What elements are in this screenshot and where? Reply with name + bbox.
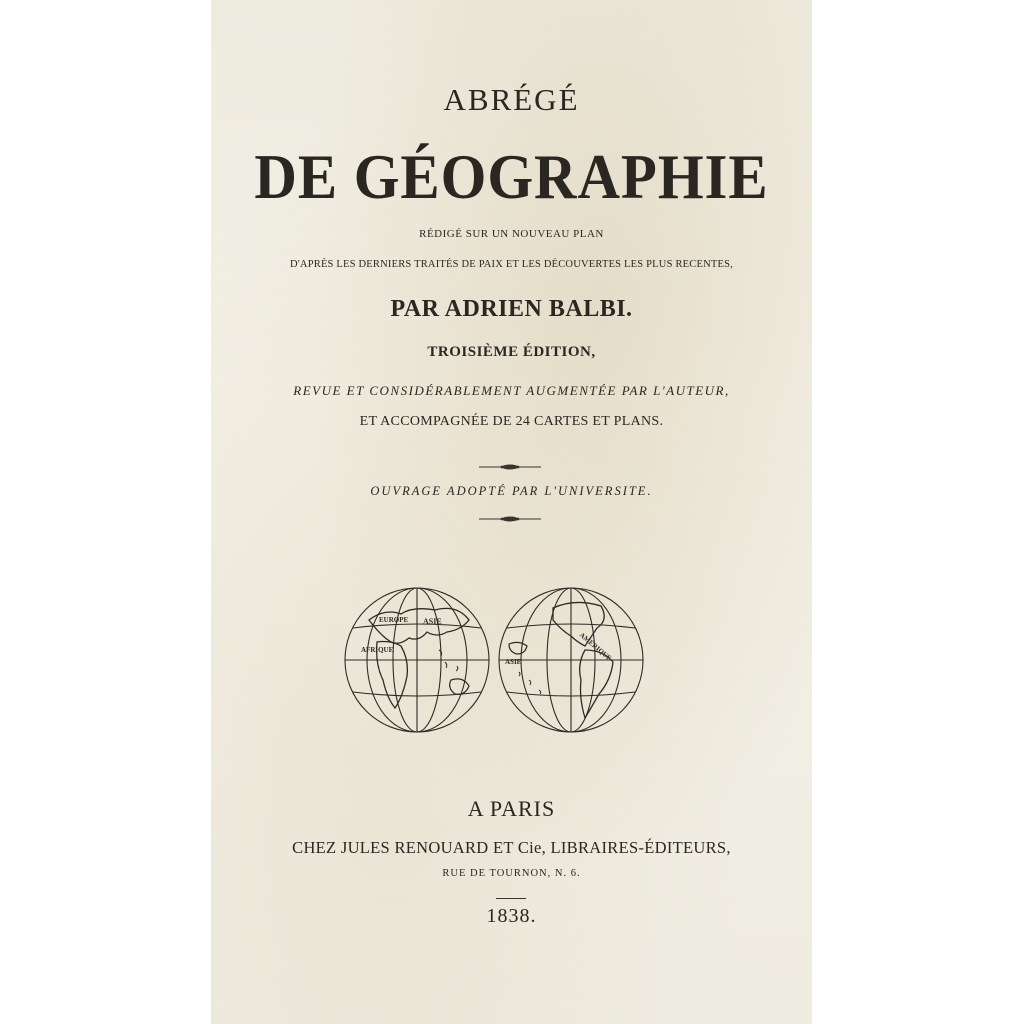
imprint-city: A PARIS bbox=[467, 796, 556, 821]
ornament-rule-top bbox=[479, 462, 541, 472]
label-asie-left: ASIE bbox=[423, 617, 442, 626]
imprint-year: 1838. bbox=[486, 905, 537, 927]
edition-line: TROISIÈME ÉDITION, bbox=[427, 344, 596, 360]
subtitle-line-1: RÉDIGÉ SUR UN NOUVEAU PLAN bbox=[419, 228, 604, 240]
author-line: PAR ADRIEN BALBI. bbox=[390, 296, 633, 322]
label-asie-right: ASIE bbox=[505, 658, 522, 666]
ornament-rule-bottom bbox=[479, 514, 541, 524]
label-europe: EUROPE bbox=[379, 616, 409, 624]
accompaniment-line: ET ACCOMPAGNÉE DE 24 CARTES ET PLANS. bbox=[359, 414, 664, 429]
title-page bbox=[211, 0, 812, 1024]
revision-line: REVUE ET CONSIDÉRABLEMENT AUGMENTÉE PAR L'AUTEUR, bbox=[293, 383, 730, 398]
world-hemispheres-icon bbox=[339, 580, 649, 740]
imprint-address: RUE DE TOURNON, N. 6. bbox=[442, 868, 581, 879]
adoption-line: OUVRAGE ADOPTÉ PAR L'UNIVERSITE. bbox=[370, 484, 653, 498]
label-amerique: AMÉRIQUE bbox=[577, 631, 614, 663]
year-rule bbox=[496, 898, 526, 899]
main-title: DE GÉOGRAPHIE bbox=[254, 141, 769, 212]
imprint-publisher: CHEZ JULES RENOUARD ET Cie, LIBRAIRES-ÉDITEURS, bbox=[292, 838, 731, 857]
label-afrique: AFRIQUE bbox=[361, 646, 394, 654]
pre-title: ABRÉGÉ bbox=[443, 82, 580, 117]
subtitle-line-2: D'APRÈS LES DERNIERS TRAITÉS DE PAIX ET LES DÉCOUVERTES LES PLUS RECENTES, bbox=[290, 259, 733, 270]
